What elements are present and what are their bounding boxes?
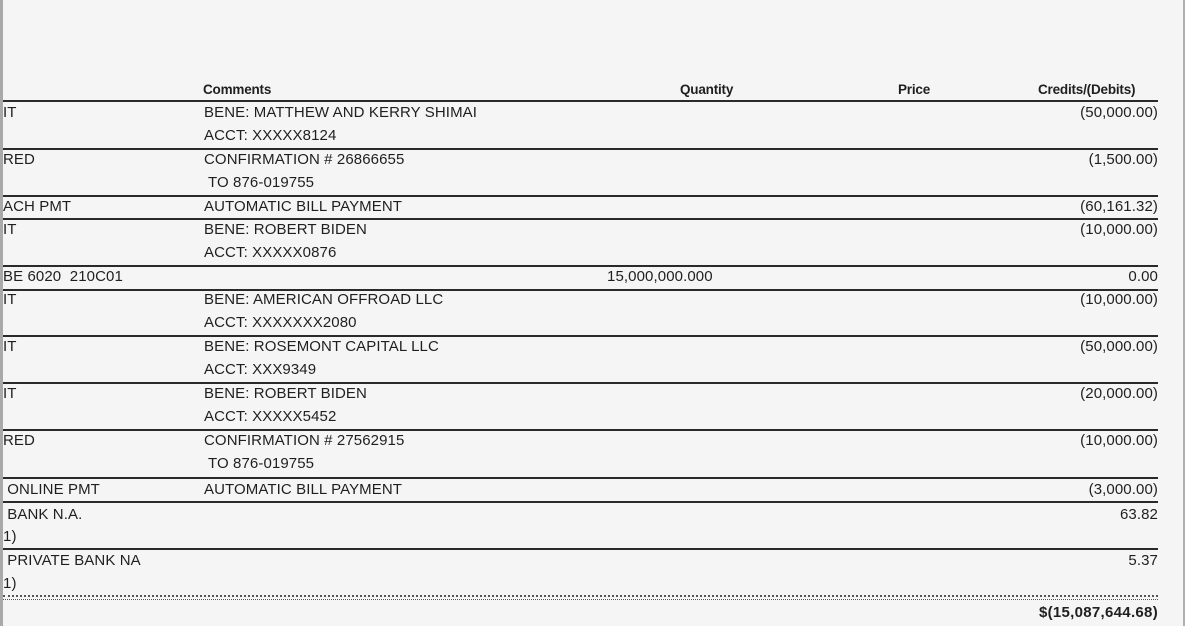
row-7-amount: (50,000.00) — [1080, 338, 1158, 355]
row-1-amount: (50,000.00) — [1080, 104, 1158, 121]
row-6-amount: (10,000.00) — [1080, 291, 1158, 308]
row-1-description: IT — [3, 104, 17, 121]
summary-dotted-rule — [3, 595, 1158, 597]
row-10-description: ONLINE PMT — [3, 481, 100, 498]
row-11-amount: 63.82 — [1119, 506, 1158, 523]
row-divider — [3, 477, 1158, 479]
header-price: Price — [898, 82, 931, 97]
row-2-amount: (1,500.00) — [1088, 151, 1158, 168]
row-10-comment-line-1: AUTOMATIC BILL PAYMENT — [204, 481, 403, 498]
row-10-amount: (3,000.00) — [1088, 481, 1158, 498]
row-3-amount: (60,161.32) — [1080, 198, 1158, 215]
row-1-comment-line-1: BENE: MATTHEW AND KERRY SHIMAI — [204, 104, 478, 121]
row-4-comment-line-1: BENE: ROBERT BIDEN — [204, 221, 367, 238]
row-6-comment-line-2: ACCT: XXXXXXX2080 — [204, 314, 357, 331]
row-12-amount: 5.37 — [1128, 552, 1158, 569]
row-divider — [3, 548, 1158, 550]
row-12-description-line-2: 1) — [3, 575, 17, 592]
row-11-description-line-2: 1) — [3, 528, 17, 545]
row-5-description: BE 6020 210C01 — [3, 268, 123, 285]
row-9-comment-line-2: TO 876-019755 — [204, 455, 315, 472]
row-1-comment-line-2: ACCT: XXXXX8124 — [204, 127, 337, 144]
row-7-comment-line-1: BENE: ROSEMONT CAPITAL LLC — [204, 338, 439, 355]
row-3-description: ACH PMT — [3, 198, 72, 215]
row-2-description: RED — [3, 151, 35, 168]
row-7-comment-line-2: ACCT: XXX9349 — [204, 361, 317, 378]
row-8-amount: (20,000.00) — [1080, 385, 1158, 402]
row-4-description: IT — [3, 221, 17, 238]
statement-total: $(15,087,644.68) — [1038, 604, 1158, 621]
row-9-amount: (10,000.00) — [1080, 432, 1158, 449]
row-9-comment-line-1: CONFIRMATION # 27562915 — [204, 432, 405, 449]
row-2-comment-line-2: TO 876-019755 — [204, 174, 315, 191]
row-8-comment-line-2: ACCT: XXXXX5452 — [204, 408, 337, 425]
header-rule — [3, 100, 1158, 102]
row-9-description: RED — [3, 432, 35, 449]
header-comments: Comments — [203, 82, 272, 97]
row-12-description: PRIVATE BANK NA — [3, 552, 141, 569]
row-5-amount: 0.00 — [1128, 268, 1158, 285]
row-6-description: IT — [3, 291, 17, 308]
statement-page — [3, 0, 1183, 626]
row-4-comment-line-2: ACCT: XXXXX0876 — [204, 244, 337, 261]
row-divider — [3, 501, 1158, 503]
right-frame-edge — [1183, 0, 1200, 626]
row-5-quantity: 15,000,000.000 — [607, 268, 713, 285]
header-credits-debits: Credits/(Debits) — [1038, 82, 1136, 97]
summary-dotted-rule-2 — [3, 599, 1158, 600]
row-7-description: IT — [3, 338, 17, 355]
row-8-description: IT — [3, 385, 17, 402]
row-3-comment-line-1: AUTOMATIC BILL PAYMENT — [204, 198, 403, 215]
row-4-amount: (10,000.00) — [1080, 221, 1158, 238]
row-2-comment-line-1: CONFIRMATION # 26866655 — [204, 151, 405, 168]
header-quantity: Quantity — [680, 82, 734, 97]
row-6-comment-line-1: BENE: AMERICAN OFFROAD LLC — [204, 291, 444, 308]
row-11-description: BANK N.A. — [3, 506, 83, 523]
row-8-comment-line-1: BENE: ROBERT BIDEN — [204, 385, 367, 402]
